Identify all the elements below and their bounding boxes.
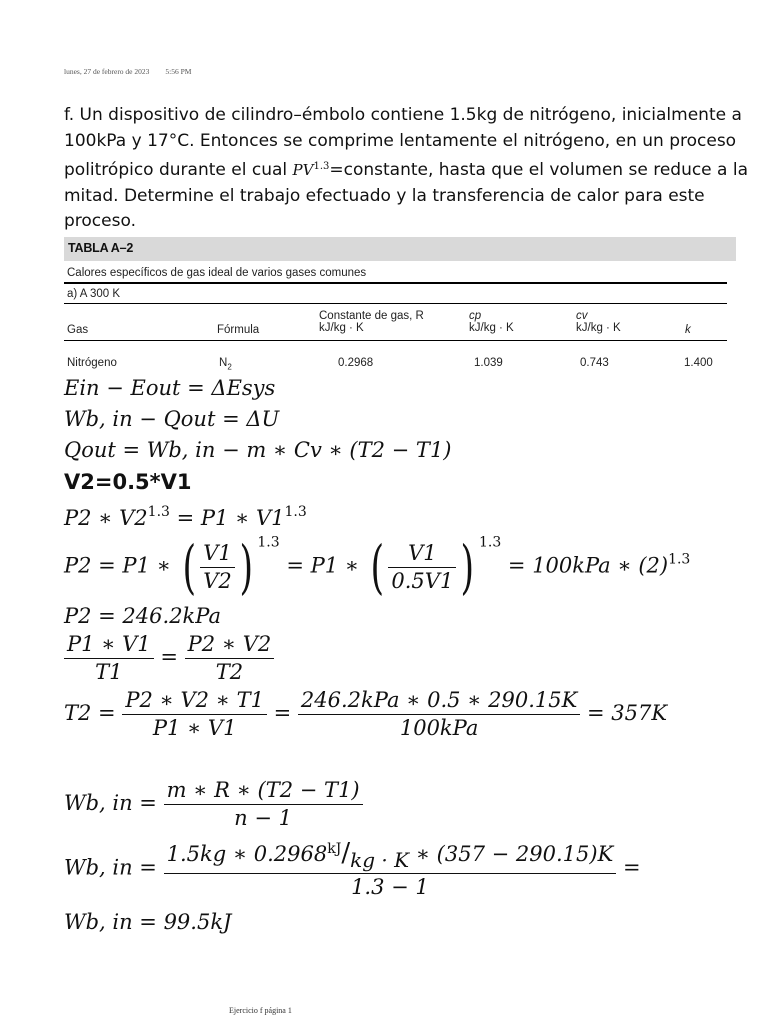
col-header-formula: Fórmula: [217, 324, 260, 336]
cell-cv: 0.743: [580, 357, 609, 369]
table-subtitle: Calores específicos de gas ideal de varios gases comunes: [67, 267, 367, 279]
table-rule: [64, 303, 727, 304]
table-title: TABLA A–2: [68, 241, 134, 255]
work-result-eq: Wb, in = 99.5kJ: [64, 910, 232, 934]
problem-text-1: f. Un dispositivo de cilindro–émbolo contiene 1.5kg de nitrógeno, inicialmente a 100kPa y 17°C. Entonces se comprime lentamente el nitrógeno, en un proceso politrópico durante el cual: [64, 105, 742, 180]
energy-balance-eq-2: Wb, in − Qout = ΔU: [64, 407, 280, 431]
page-footer: Ejercicio f página 1: [229, 1006, 292, 1015]
work-substitution-eq: Wb, in = $\frac{1.5kg ∗ 0.2968^{kJ}/kg \cdot K ∗ (357 - 290.15)K}{1.3 - 1}$ =: [64, 838, 641, 899]
col-header-cv: cv kJ/kg · K: [576, 310, 621, 334]
table-title-bar: [64, 237, 736, 261]
heat-out-eq: Qout = Wb, in − m ∗ Cv ∗ (T2 − T1): [64, 438, 452, 462]
cell-formula: $N_2$: [219, 357, 232, 372]
col-header-gas: Gas: [67, 324, 89, 336]
table-section: a) A 300 K: [67, 288, 121, 300]
date-time: [64, 67, 191, 76]
col-header-cp: cp kJ/kg · K: [469, 310, 514, 334]
problem-text-2: =constante, hasta que el volumen se reduce a la mitad. Determine el trabajo efectuado y la transferencia de calor para este proceso.: [64, 160, 749, 231]
table-rule: [64, 340, 727, 341]
t2-eq: T2 = $\frac{P2 ∗ V2 ∗ T1}{P1 ∗ V1}$ = $\frac{\text{246.2kPa ∗ 0.5 ∗ 290.15K}}{\text{100kPa}}$ = 357K: [64, 688, 668, 740]
col-header-r: Constante de gas, R kJ/kg · K: [319, 310, 424, 334]
ideal-gas-ratio-eq: $\frac{P1 ∗ V1}{T1}$ = $\frac{P2 ∗ V2}{T2}$: [64, 634, 274, 683]
table-rule: [64, 282, 727, 284]
problem-statement: [64, 103, 764, 235]
work-formula-eq: Wb, in = $\frac{m ∗ R ∗ (T2 - T1)}{n - 1}$: [64, 780, 363, 829]
cell-cp: 1.039: [474, 357, 503, 369]
pv-expression: $PV^{1.3}$: [292, 161, 330, 179]
cell-gas: Nitrógeno: [67, 357, 117, 369]
energy-balance-eq: Ein − Eout = ΔEsys: [64, 376, 276, 400]
p2-derivation-eq: P2 = P1 ∗ ( $\frac{V1}{V2}$ ) $^{1.3}$ = P1 ∗ ( $\frac{V1}{0.5V1}$ ) $^{1.3}$ = 100kPa ∗ $(2)^{1.3}$: [64, 533, 691, 601]
cell-k: 1.400: [684, 357, 713, 369]
volume-relation-eq: V2=0.5*V1: [64, 470, 192, 494]
cell-r: 0.2968: [338, 357, 374, 369]
col-header-k: k: [685, 324, 691, 336]
polytropic-eq: P2 ∗ $V2^{1.3} = P1$ ∗ $V1^{1.3}$: [64, 504, 307, 530]
date-text: lunes, 27 de febrero de 2023: [64, 67, 150, 76]
p2-result-eq: P2 = 246.2kPa: [64, 604, 221, 628]
time-text: 5:56 PM: [165, 67, 192, 76]
